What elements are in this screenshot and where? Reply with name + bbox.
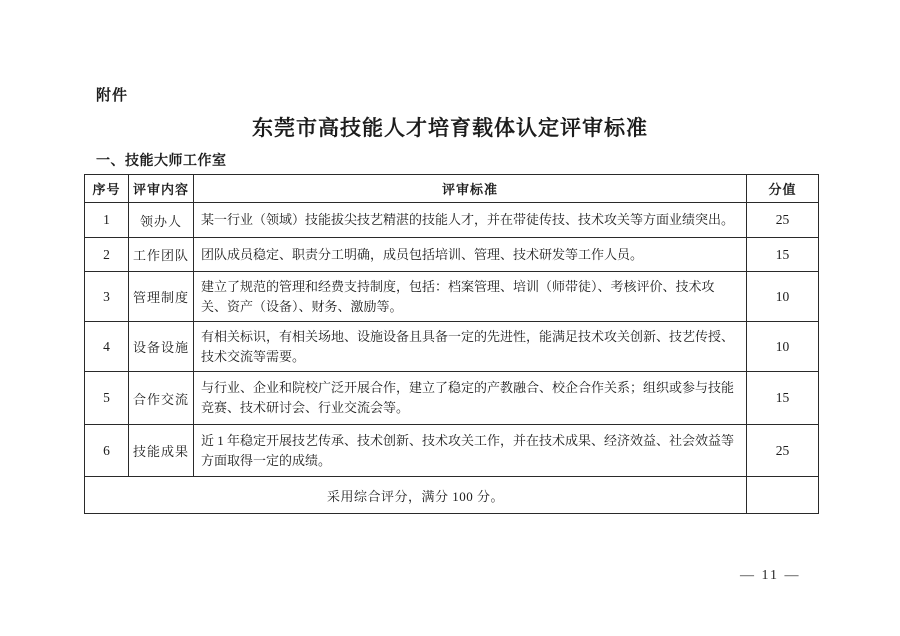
row-number-cell: 4 <box>85 322 129 372</box>
review-content-cell: 管理制度 <box>129 272 194 322</box>
review-content-cell: 工作团队 <box>129 238 194 272</box>
score-cell: 15 <box>747 238 819 272</box>
row-number-cell: 1 <box>85 203 129 238</box>
table-row <box>85 425 819 477</box>
score-cell: 25 <box>747 425 819 477</box>
score-cell-empty <box>747 477 819 514</box>
row-number-cell: 3 <box>85 272 129 322</box>
document-title: 东莞市高技能人才培育载体认定评审标准 <box>252 117 648 140</box>
column-header-content: 评审内容 <box>129 175 194 203</box>
table-row <box>85 203 819 238</box>
page-number: — 11 — <box>740 568 801 583</box>
column-header-no: 序号 <box>85 175 129 203</box>
attachment-label: 附件 <box>96 87 129 104</box>
score-cell: 10 <box>747 272 819 322</box>
table-row <box>85 322 819 372</box>
review-content-cell: 合作交流 <box>129 372 194 425</box>
scoring-note-cell: 采用综合评分，满分 100 分。 <box>85 477 747 514</box>
row-number-cell: 6 <box>85 425 129 477</box>
section-heading: 一、技能大师工作室 <box>96 152 227 168</box>
score-cell: 10 <box>747 322 819 372</box>
review-standard-cell: 有相关标识，有相关场地、设施设备且具备一定的先进性，能满足技术攻关创新、技艺传授、技术交流等需要。 <box>194 322 747 372</box>
row-number-cell: 2 <box>85 238 129 272</box>
column-header-standard: 评审标准 <box>194 175 747 203</box>
table-header-row <box>85 175 819 203</box>
review-content-cell: 设备设施 <box>129 322 194 372</box>
score-cell: 25 <box>747 203 819 238</box>
score-cell: 15 <box>747 372 819 425</box>
review-content-cell: 技能成果 <box>129 425 194 477</box>
table-row <box>85 238 819 272</box>
review-standard-cell: 团队成员稳定、职责分工明确，成员包括培训、管理、技术研发等工作人员。 <box>194 238 747 272</box>
table-row <box>85 272 819 322</box>
row-number-cell: 5 <box>85 372 129 425</box>
table-row <box>85 372 819 425</box>
review-standard-cell: 与行业、企业和院校广泛开展合作，建立了稳定的产教融合、校企合作关系；组织或参与技能竞赛、技术研讨会、行业交流会等。 <box>194 372 747 425</box>
table-footer-row <box>85 477 819 514</box>
column-header-score: 分值 <box>747 175 819 203</box>
review-standard-cell: 某一行业（领域）技能拔尖技艺精湛的技能人才，并在带徒传技、技术攻关等方面业绩突出。 <box>194 203 747 238</box>
review-standard-cell: 建立了规范的管理和经费支持制度，包括：档案管理、培训（师带徒）、考核评价、技术攻关、资产（设备）、财务、激励等。 <box>194 272 747 322</box>
review-content-cell: 领办人 <box>129 203 194 238</box>
review-standard-cell: 近 1 年稳定开展技艺传承、技术创新、技术攻关工作，并在技术成果、经济效益、社会效益等方面取得一定的成绩。 <box>194 425 747 477</box>
review-criteria-table <box>84 174 819 514</box>
